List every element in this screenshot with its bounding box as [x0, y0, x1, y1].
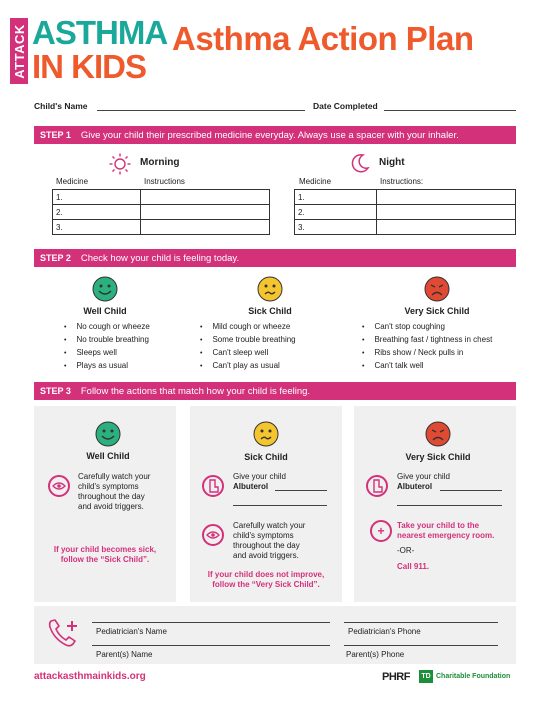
- step2-very-sick-list: [362, 321, 492, 373]
- step3-sick-watch: [233, 521, 305, 561]
- step3-very-sick-give: Give your child: [397, 472, 450, 481]
- morning-row-1-instructions[interactable]: [141, 190, 270, 205]
- list-item: • Sleeps well: [64, 347, 150, 360]
- list-item: • Some trouble breathing: [200, 334, 296, 347]
- plus-icon: +: [370, 520, 392, 542]
- parent-name-label: Parent(s) Name: [96, 650, 153, 659]
- happy-face-icon: [92, 276, 118, 302]
- step3-very-sick-drug: Albuterol: [397, 482, 433, 491]
- step3-sick-dose-field-2[interactable]: [233, 505, 327, 506]
- table-row: [295, 220, 516, 235]
- list-item: • Can't talk well: [362, 360, 492, 373]
- worried-face-icon: [257, 276, 283, 302]
- step2-number: STEP 2: [40, 253, 71, 263]
- morning-row-2-instructions[interactable]: [141, 205, 270, 220]
- list-item: • Mild cough or wheeze: [200, 321, 296, 334]
- night-row-1-instructions[interactable]: [377, 190, 516, 205]
- night-row-2-instructions[interactable]: [377, 205, 516, 220]
- td-logo: TD: [419, 670, 433, 683]
- step2-very-sick-title: Very Sick Child: [404, 306, 470, 316]
- text-line: and avoid triggers.: [233, 551, 299, 560]
- morning-heading: Morning: [140, 157, 180, 168]
- step2-sick-list: [200, 321, 296, 373]
- list-item: • Plays as usual: [64, 360, 150, 373]
- logo-attack-text: ATTACK: [11, 23, 27, 79]
- pediatrician-phone-label: Pediatrician's Phone: [348, 627, 421, 636]
- text-line: and avoid triggers.: [78, 502, 144, 511]
- sun-icon: [109, 153, 131, 175]
- parent-name-field[interactable]: [92, 645, 330, 646]
- worried-face-icon: [253, 421, 279, 447]
- night-heading: Night: [379, 157, 405, 168]
- phrf-logo: PHRF: [382, 671, 410, 683]
- child-name-label: Child's Name: [34, 101, 88, 111]
- step3-sick-note: [190, 570, 342, 590]
- step2-bar: [34, 249, 516, 267]
- page-title: Asthma Action Plan: [172, 20, 474, 57]
- step2-well-title: Well Child: [83, 306, 127, 316]
- inhaler-icon: [202, 475, 224, 497]
- list-item: • Can't play as usual: [200, 360, 296, 373]
- pediatrician-name-label: Pediatrician's Name: [96, 627, 167, 636]
- step3-sick-title: Sick Child: [244, 452, 288, 462]
- step2-well-list: [64, 321, 150, 373]
- night-row-3-instructions[interactable]: [377, 220, 516, 235]
- logo-attack-band: [10, 18, 28, 84]
- night-row-3-medicine[interactable]: 3.: [295, 220, 377, 235]
- text-line: child's symptoms: [78, 482, 139, 491]
- inhaler-icon: [366, 475, 388, 497]
- step3-very-sick-or: -OR-: [397, 546, 415, 555]
- text-line: follow the “Very Sick Child”.: [212, 580, 320, 589]
- morning-row-3-medicine[interactable]: 3.: [53, 220, 141, 235]
- text-line: Carefully watch your: [233, 521, 306, 530]
- morning-row-3-instructions[interactable]: [141, 220, 270, 235]
- morning-row-2-medicine[interactable]: 2.: [53, 205, 141, 220]
- step1-text: Give your child their prescribed medicine everyday. Always use a spacer with your inhaler.: [80, 129, 459, 141]
- text-line: child's symptoms: [233, 531, 294, 540]
- list-item: • No trouble breathing: [64, 334, 150, 347]
- step3-bar: [34, 382, 516, 400]
- list-item: • Breathing fast / tightness in chest: [362, 334, 492, 347]
- sad-face-icon: [424, 276, 450, 302]
- moon-icon: [350, 153, 370, 173]
- step3-sick-dose-field[interactable]: [275, 490, 327, 491]
- morning-medicine-table: [52, 189, 270, 235]
- table-row: [295, 205, 516, 220]
- pediatrician-name-field[interactable]: [92, 622, 330, 623]
- step3-number: STEP 3: [40, 386, 71, 396]
- charitable-foundation-text: Charitable Foundation: [436, 673, 511, 680]
- text-line: throughout the day: [233, 541, 300, 550]
- step3-sick-give: Give your child: [233, 472, 286, 481]
- footer-url-link[interactable]: attackasthmainkids.org: [34, 671, 146, 682]
- step3-well-watch: [78, 472, 150, 512]
- happy-face-icon: [95, 421, 121, 447]
- eye-icon: [202, 524, 224, 546]
- step2-sick-title: Sick Child: [248, 306, 292, 316]
- night-row-1-medicine[interactable]: 1.: [295, 190, 377, 205]
- parent-phone-field[interactable]: [344, 645, 498, 646]
- logo-asthma-text: ASTHMA: [32, 14, 168, 51]
- step3-sick-drug: Albuterol: [233, 482, 269, 491]
- step3-text: Follow the actions that match how your child is feeling.: [80, 385, 311, 397]
- eye-icon: [48, 475, 70, 497]
- step3-very-sick-dose-field[interactable]: [440, 490, 502, 491]
- text-line: follow the “Sick Child”.: [60, 555, 150, 564]
- list-item: • Can't stop coughing: [362, 321, 492, 334]
- logo-in-kids-text: IN KIDS: [32, 48, 147, 85]
- sad-face-icon: [425, 421, 451, 447]
- phone-plus-icon: [46, 617, 82, 649]
- list-item: • Ribs show / Neck pulls in: [362, 347, 492, 360]
- step1-number: STEP 1: [40, 130, 71, 140]
- table-row: [53, 220, 270, 235]
- night-row-2-medicine[interactable]: 2.: [295, 205, 377, 220]
- night-medicine-label: Medicine: [299, 177, 332, 186]
- text-line: nearest emergency room.: [397, 531, 495, 540]
- date-completed-field[interactable]: [384, 110, 516, 111]
- list-item: • No cough or wheeze: [64, 321, 150, 334]
- step3-very-sick-title: Very Sick Child: [405, 452, 471, 462]
- step1-bar: [34, 126, 516, 144]
- date-completed-label: Date Completed: [313, 101, 378, 111]
- text-line: Carefully watch your: [78, 472, 151, 481]
- step3-very-sick-er: [397, 521, 494, 541]
- list-item: • Can't sleep well: [200, 347, 296, 360]
- step3-very-sick-call: Call 911.: [397, 562, 430, 571]
- night-instructions-label: Instructions:: [380, 177, 424, 186]
- table-row: [295, 190, 516, 205]
- text-line: throughout the day: [78, 492, 145, 501]
- text-line: If your child does not improve,: [207, 570, 325, 579]
- parent-phone-label: Parent(s) Phone: [346, 650, 405, 659]
- step3-well-note: [34, 545, 176, 565]
- table-row: [53, 190, 270, 205]
- step3-well-title: Well Child: [86, 451, 130, 461]
- pediatrician-phone-field[interactable]: [344, 622, 498, 623]
- table-row: [53, 205, 270, 220]
- child-name-field[interactable]: [97, 110, 305, 111]
- morning-row-1-medicine[interactable]: 1.: [53, 190, 141, 205]
- night-medicine-table: [294, 189, 516, 235]
- step2-text: Check how your child is feeling today.: [80, 252, 240, 264]
- text-line: If your child becomes sick,: [53, 545, 157, 554]
- morning-medicine-label: Medicine: [56, 177, 89, 186]
- step3-very-sick-dose-field-2[interactable]: [397, 505, 502, 506]
- morning-instructions-label: Instructions: [144, 177, 185, 186]
- text-line: Take your child to the: [397, 521, 480, 530]
